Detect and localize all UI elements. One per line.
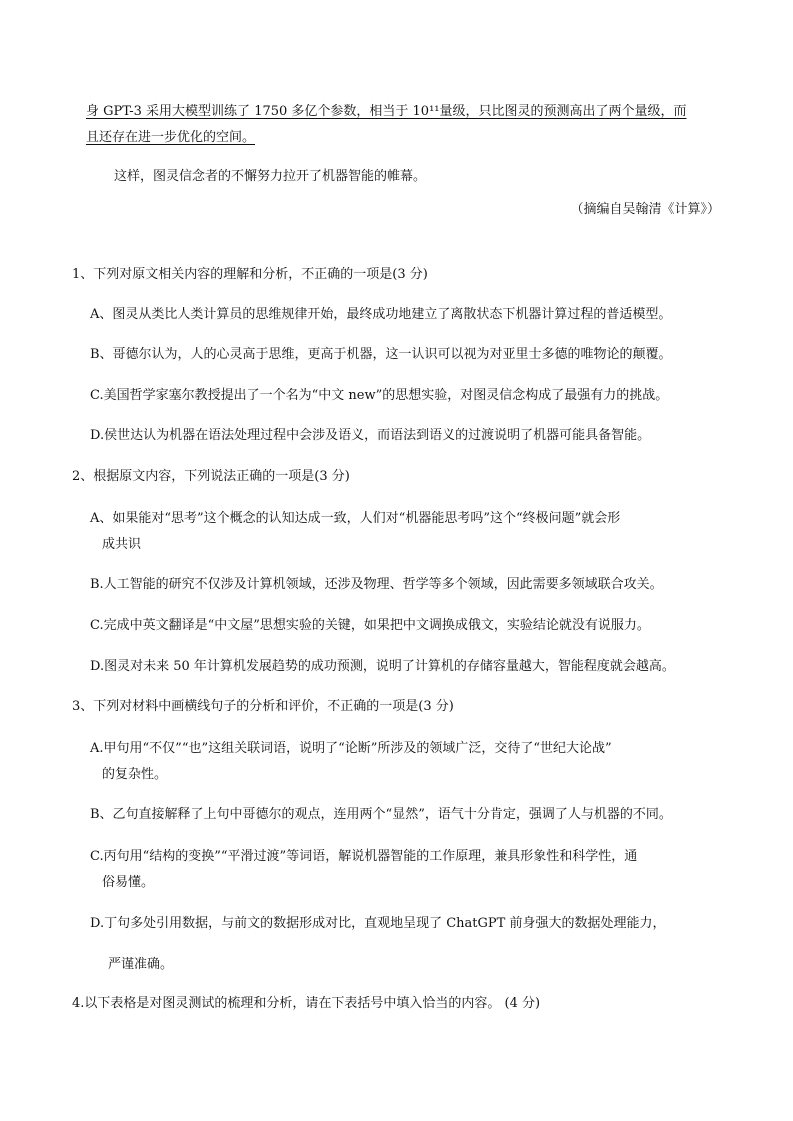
question-1-option-b: B、哥德尔认为，人的心灵高于思维，更高于机器，这一认识可以视为对亚里士多德的唯物论的颠覆。: [90, 347, 672, 362]
question-1-stem: 1、下列对原文相关内容的理解和分析，不正确的一项是(3 分): [72, 267, 428, 282]
question-3-stem: 3、下列对材料中画横线句子的分析和评价，不正确的一项是(3 分): [72, 699, 454, 714]
passage-underlined-line-1: 身 GPT-3 采用大模型训练了 1750 多亿个参数，相当于 10¹¹量级，只比图灵的预测高出了两个量级，而: [86, 104, 687, 119]
question-2-option-b: B.人工智能的研究不仅涉及计算机领域，还涉及物理、哲学等多个领域，因此需要多领域联合攻关。: [90, 577, 663, 592]
question-1-option-d: D.侯世达认为机器在语法处理过程中会涉及语义，而语法到语义的过渡说明了机器可能具备智能。: [90, 428, 651, 443]
question-2-option-c: C.完成中英文翻译是“中文屋”思想实验的关键，如果把中文调换成俄文，实验结论就没有说服力。: [90, 618, 650, 633]
question-2-option-d: D.图灵对未来 50 年计算机发展趋势的成功预测，说明了计算机的存储容量越大，智能程度就会越高。: [90, 659, 675, 674]
question-3-option-a-cont: 的复杂性。: [102, 767, 168, 782]
question-2-option-a: A、如果能对“思考”这个概念的认知达成一致，人们对“机器能思考吗”这个“终极问题”就会形: [90, 511, 621, 526]
passage-underlined-line-2: 且还存在进一步优化的空间。: [86, 130, 256, 145]
question-1-option-a: A、图灵从类比人类计算员的思维规律开始，最终成功地建立了离散状态下机器计算过程的普适模型。: [90, 307, 672, 322]
question-2-option-a-cont: 成共识: [102, 537, 142, 552]
question-4-stem: 4.以下表格是对图灵测试的梳理和分析，请在下表括号中填入恰当的内容。 (4 分): [72, 996, 541, 1011]
question-3-option-c-cont: 俗易懂。: [102, 875, 155, 890]
question-3-option-d-cont: 严谨准确。: [108, 957, 174, 972]
question-1-option-c: C.美国哲学家塞尔教授提出了一个名为“中文 new”的思想实验，对图灵信念构成了最强有力的挑战。: [90, 388, 669, 403]
passage-source: （摘编自吴翰清《计算》）: [570, 202, 720, 217]
passage-closing-line: 这样，图灵信念者的不懈努力拉开了机器智能的帷幕。: [114, 169, 427, 184]
question-2-stem: 2、根据原文内容，下列说法正确的一项是(3 分): [72, 469, 350, 484]
question-3-option-d: D.丁句多处引用数据，与前文的数据形成对比，直观地呈现了 ChatGPT 前身强大的数据处理能力，: [90, 916, 666, 931]
question-3-option-a: A.甲句用“不仅”“也”这组关联词语，说明了“论断”所涉及的领域广泛，交待了“世纪大论战”: [90, 741, 612, 756]
question-3-option-b: B、乙句直接解释了上句中哥德尔的观点，连用两个“显然”，语气十分肯定，强调了人与机器的不同。: [90, 807, 672, 822]
question-3-option-c: C.丙句用“结构的变换”“平滑过渡”等词语，解说机器智能的工作原理，兼具形象性和科学性，通: [90, 849, 638, 864]
